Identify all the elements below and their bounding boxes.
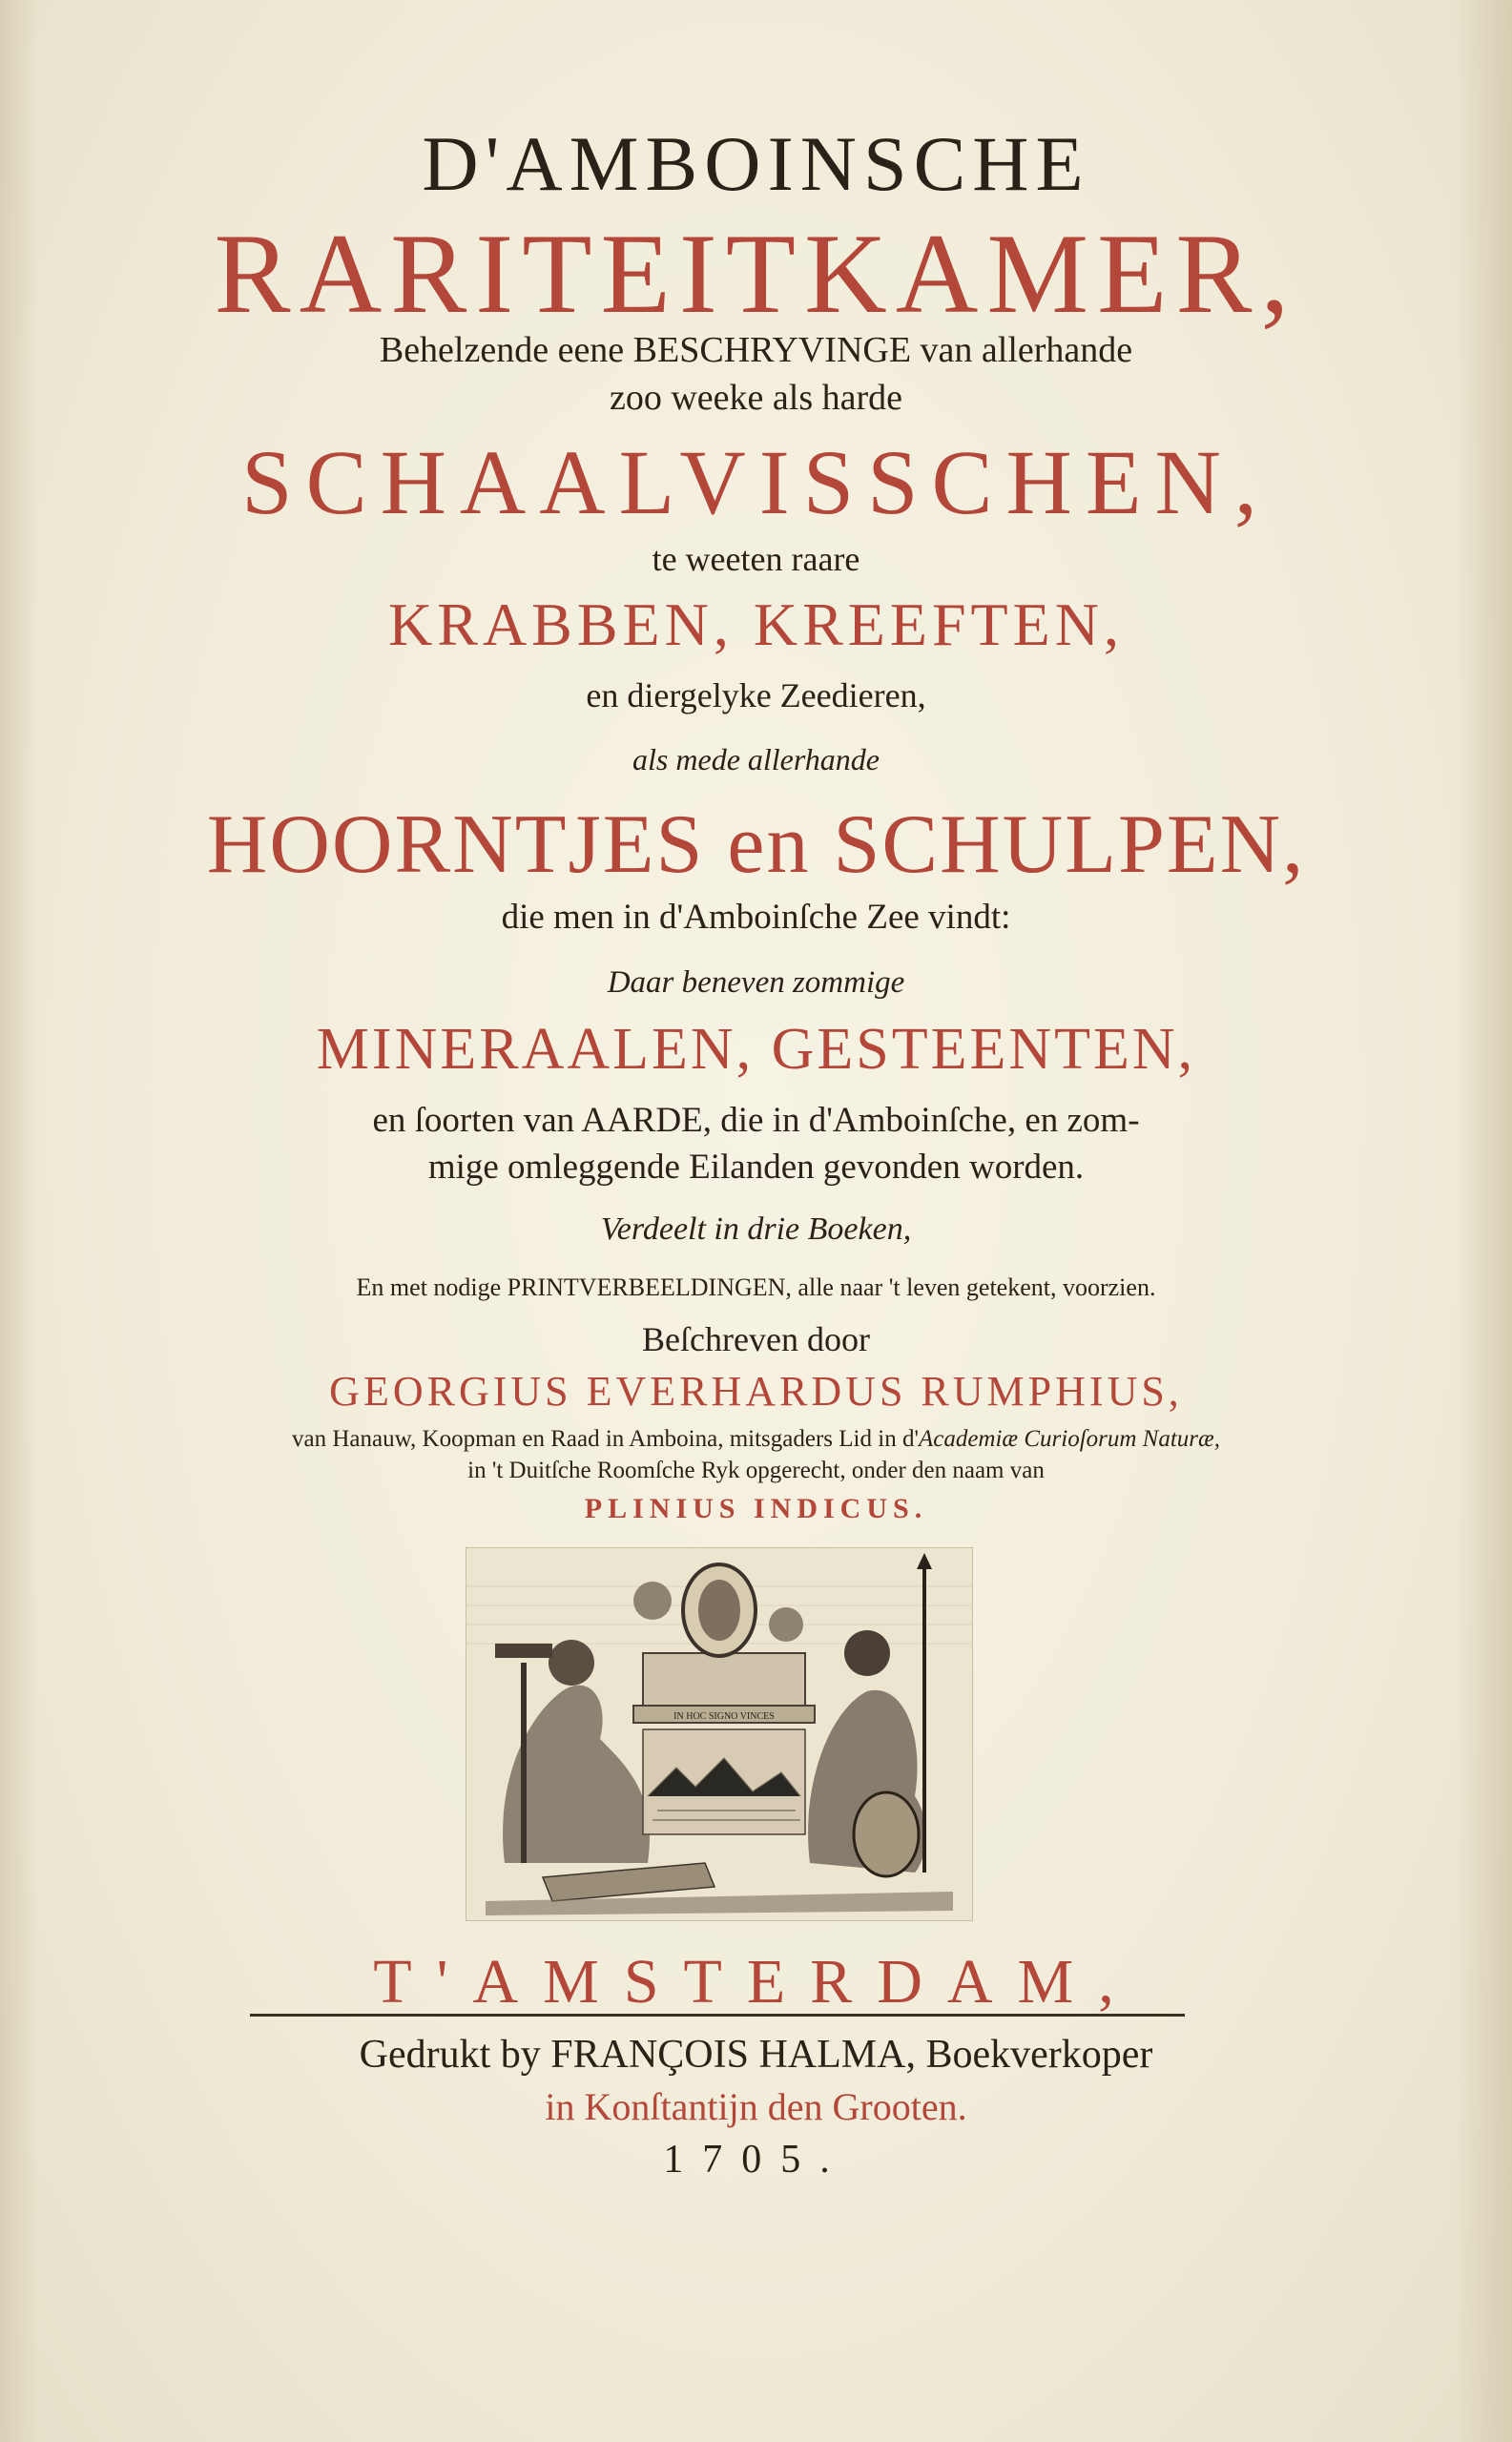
academy-name: Academiæ Curioſorum Naturæ,	[918, 1426, 1220, 1452]
subtitle-line-zeedieren: en diergelyke Zeedieren,	[586, 676, 926, 714]
subtitle-line-drie-boeken: Verdeelt in drie Boeken,	[600, 1211, 912, 1247]
imprint-divider	[250, 2014, 1185, 2017]
subtitle-line-als-mede: als mede allerhande	[632, 742, 880, 776]
imprint-address: in Konſtantijn den Grooten.	[545, 2085, 967, 2128]
vignette-inscription: IN HOC SIGNO VINCES	[673, 1711, 775, 1722]
subtitle-line-daar-beneven: Daar beneven zommige	[607, 965, 905, 1000]
subtitle-line-behelzende: Behelzende eene BESCHRYVINGE van allerhande	[379, 330, 1133, 370]
imprint-printer: Gedrukt by FRANÇOIS HALMA, Boekverkoper	[359, 2033, 1153, 2077]
author-pseudonym: PLINIUS INDICUS.	[584, 1493, 928, 1524]
subtitle-line-te-weeten: te weeten raare	[652, 540, 860, 578]
imprint-city: T'AMSTERDAM,	[373, 1947, 1139, 2017]
subtitle-line-amboinsche-zee: die men in d'Amboinſche Zee vindt:	[501, 898, 1011, 937]
engraved-vignette-image	[466, 1547, 973, 1921]
author-description-line	[0, 1426, 1512, 1453]
subtitle-line-zoo-weeke: zoo weeke als harde	[609, 378, 902, 418]
title-line-mineraalen: MINERAALEN, GESTEENTEN,	[316, 1017, 1196, 1082]
subtitle-line-printverbeeldingen: En met nodige PRINTVERBEELDINGEN, alle naar 't leven getekent, voorzien.	[356, 1273, 1156, 1301]
author-description-text: van Hanauw, Koopman en Raad in Amboina, mitsgaders Lid in d'	[292, 1426, 919, 1452]
author-description-line-2: in 't Duitſche Roomſche Ryk opgerecht, onder den naam van	[467, 1458, 1045, 1483]
title-line-schaalvisschen: SCHAALVISSCHEN,	[241, 431, 1271, 533]
subtitle-line-aarde: en ſoorten van AARDE, die in d'Amboinſche, en zom-	[372, 1101, 1140, 1140]
title-line-hoorntjes: HOORNTJES en SCHULPEN,	[206, 798, 1306, 891]
title-line-rariteitkamer: RARITEITKAMER,	[214, 210, 1298, 337]
subtitle-line-eilanden: mige omleggende Eilanden gevonden worden.	[427, 1148, 1085, 1187]
subtitle-line-beschreven-door: Beſchreven door	[642, 1320, 870, 1358]
imprint-year: 1705.	[663, 2138, 849, 2182]
author-name: GEORGIUS EVERHARDUS RUMPHIUS,	[329, 1368, 1183, 1415]
title-line-krabben: KRABBEN, KREEFTEN,	[388, 590, 1124, 658]
title-line-amboinsche: D'AMBOINSCHE	[422, 120, 1090, 207]
